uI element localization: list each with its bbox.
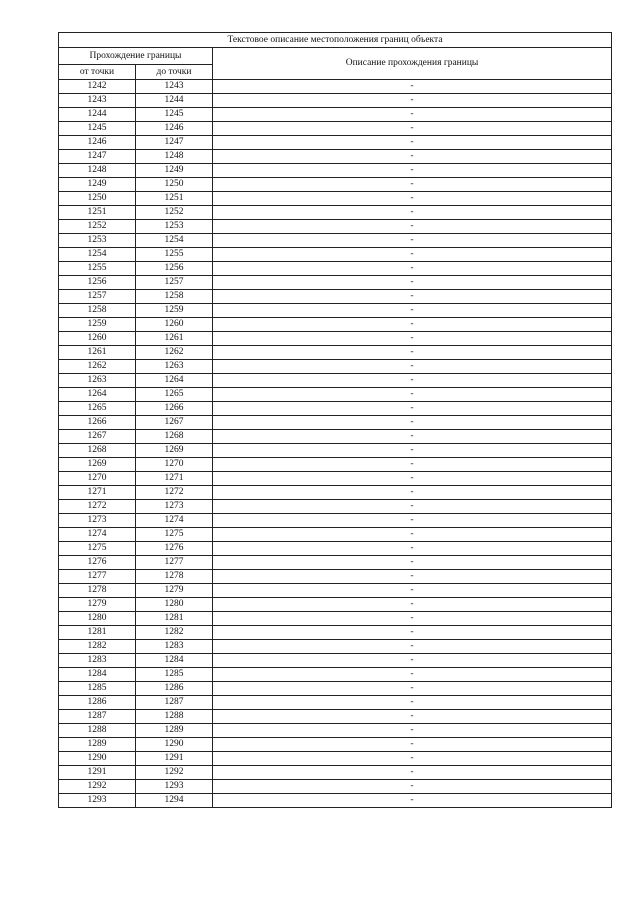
table-row [59,94,612,108]
from-point-cell: 1274 [59,528,136,542]
table-row [59,164,612,178]
description-cell: - [213,444,612,458]
table-row [59,206,612,220]
from-point-cell: 1280 [59,612,136,626]
table-row [59,276,612,290]
table-row [59,150,612,164]
to-point-cell: 1243 [136,80,213,94]
to-point-cell: 1271 [136,472,213,486]
description-cell: - [213,542,612,556]
from-point-cell: 1272 [59,500,136,514]
to-point-cell: 1274 [136,514,213,528]
to-point-cell: 1268 [136,430,213,444]
to-point-cell: 1273 [136,500,213,514]
description-cell: - [213,780,612,794]
from-point-cell: 1281 [59,626,136,640]
table-row [59,542,612,556]
table-row [59,724,612,738]
to-point-cell: 1262 [136,346,213,360]
to-point-cell: 1244 [136,94,213,108]
table-row [59,248,612,262]
to-point-cell: 1286 [136,682,213,696]
table-row [59,234,612,248]
description-cell: - [213,346,612,360]
to-point-cell: 1291 [136,752,213,766]
description-cell: - [213,374,612,388]
boundary-description-table [58,32,612,808]
table-row [59,290,612,304]
description-cell: - [213,136,612,150]
description-cell: - [213,626,612,640]
from-point-cell: 1246 [59,136,136,150]
to-point-cell: 1276 [136,542,213,556]
description-cell: - [213,332,612,346]
description-cell: - [213,108,612,122]
table-row [59,402,612,416]
to-point-cell: 1249 [136,164,213,178]
table-row [59,710,612,724]
table-row [59,332,612,346]
description-cell: - [213,486,612,500]
from-point-cell: 1273 [59,514,136,528]
description-cell: - [213,220,612,234]
table-row [59,374,612,388]
table-row [59,570,612,584]
to-point-cell: 1280 [136,598,213,612]
to-point-cell: 1257 [136,276,213,290]
table-title: Текстовое описание местоположения границ объекта [59,33,612,48]
to-point-cell: 1256 [136,262,213,276]
to-point-cell: 1294 [136,794,213,808]
description-cell: - [213,402,612,416]
description-cell: - [213,668,612,682]
to-point-cell: 1250 [136,178,213,192]
from-point-cell: 1287 [59,710,136,724]
table-row [59,766,612,780]
description-cell: - [213,556,612,570]
to-point-cell: 1246 [136,122,213,136]
from-point-cell: 1256 [59,276,136,290]
table-row [59,528,612,542]
from-point-cell: 1283 [59,654,136,668]
from-point-cell: 1244 [59,108,136,122]
description-column-header: Описание прохождения границы [213,48,612,80]
to-point-cell: 1284 [136,654,213,668]
table-row [59,220,612,234]
table-row [59,108,612,122]
from-point-cell: 1260 [59,332,136,346]
table-row [59,640,612,654]
description-cell: - [213,682,612,696]
from-point-cell: 1264 [59,388,136,402]
description-cell: - [213,304,612,318]
from-point-cell: 1282 [59,640,136,654]
description-cell: - [213,584,612,598]
from-point-cell: 1254 [59,248,136,262]
to-point-cell: 1267 [136,416,213,430]
description-cell: - [213,360,612,374]
from-point-cell: 1289 [59,738,136,752]
table-row [59,584,612,598]
from-point-cell: 1288 [59,724,136,738]
to-point-cell: 1288 [136,710,213,724]
table-row [59,514,612,528]
to-point-cell: 1290 [136,738,213,752]
from-point-cell: 1291 [59,766,136,780]
description-cell: - [213,416,612,430]
description-cell: - [213,514,612,528]
table-row [59,178,612,192]
from-point-cell: 1285 [59,682,136,696]
description-cell: - [213,276,612,290]
description-cell: - [213,654,612,668]
from-point-cell: 1265 [59,402,136,416]
description-cell: - [213,388,612,402]
from-point-cell: 1292 [59,780,136,794]
boundary-passage-header: Прохождение границы [59,48,213,65]
from-point-cell: 1253 [59,234,136,248]
to-point-cell: 1253 [136,220,213,234]
to-point-cell: 1287 [136,696,213,710]
to-point-cell: 1272 [136,486,213,500]
description-cell: - [213,262,612,276]
from-point-cell: 1252 [59,220,136,234]
to-point-cell: 1275 [136,528,213,542]
table-row [59,122,612,136]
to-point-cell: 1247 [136,136,213,150]
table-row [59,500,612,514]
description-cell: - [213,598,612,612]
description-cell: - [213,206,612,220]
table-row [59,388,612,402]
from-point-cell: 1279 [59,598,136,612]
description-cell: - [213,178,612,192]
from-point-cell: 1242 [59,80,136,94]
from-point-cell: 1277 [59,570,136,584]
description-cell: - [213,248,612,262]
description-cell: - [213,570,612,584]
description-cell: - [213,766,612,780]
from-point-cell: 1269 [59,458,136,472]
from-point-cell: 1262 [59,360,136,374]
from-point-cell: 1248 [59,164,136,178]
description-cell: - [213,752,612,766]
table-row [59,346,612,360]
from-point-cell: 1263 [59,374,136,388]
from-point-cell: 1276 [59,556,136,570]
to-point-cell: 1248 [136,150,213,164]
description-cell: - [213,192,612,206]
table-row [59,486,612,500]
from-point-cell: 1293 [59,794,136,808]
table-row [59,416,612,430]
table-row [59,304,612,318]
description-cell: - [213,150,612,164]
to-point-cell: 1259 [136,304,213,318]
to-point-cell: 1277 [136,556,213,570]
from-point-cell: 1290 [59,752,136,766]
table-row [59,360,612,374]
from-point-cell: 1270 [59,472,136,486]
to-point-cell: 1255 [136,248,213,262]
description-cell: - [213,696,612,710]
table-row [59,444,612,458]
description-cell: - [213,430,612,444]
to-point-cell: 1281 [136,612,213,626]
from-point-cell: 1255 [59,262,136,276]
description-cell: - [213,472,612,486]
table-body [59,80,612,808]
from-point-cell: 1268 [59,444,136,458]
table-row [59,80,612,94]
table-row [59,598,612,612]
from-point-cell: 1249 [59,178,136,192]
table-row [59,682,612,696]
to-point-cell: 1278 [136,570,213,584]
table-row [59,318,612,332]
description-cell: - [213,94,612,108]
description-cell: - [213,318,612,332]
table-row [59,752,612,766]
from-point-cell: 1286 [59,696,136,710]
from-point-cell: 1266 [59,416,136,430]
description-cell: - [213,164,612,178]
description-cell: - [213,290,612,304]
to-point-cell: 1264 [136,374,213,388]
to-point-cell: 1258 [136,290,213,304]
to-point-cell: 1251 [136,192,213,206]
from-point-cell: 1275 [59,542,136,556]
table-header [59,33,612,80]
table-row [59,136,612,150]
from-point-cell: 1259 [59,318,136,332]
to-point-cell: 1266 [136,402,213,416]
table-row [59,626,612,640]
to-point-cell: 1245 [136,108,213,122]
description-cell: - [213,80,612,94]
description-cell: - [213,640,612,654]
to-point-cell: 1289 [136,724,213,738]
from-point-cell: 1284 [59,668,136,682]
to-point-cell: 1270 [136,458,213,472]
to-point-cell: 1265 [136,388,213,402]
to-point-cell: 1283 [136,640,213,654]
description-cell: - [213,122,612,136]
from-point-cell: 1250 [59,192,136,206]
to-point-cell: 1292 [136,766,213,780]
to-point-cell: 1269 [136,444,213,458]
to-point-cell: 1293 [136,780,213,794]
to-point-column-header: до точки [136,65,213,80]
from-point-cell: 1251 [59,206,136,220]
description-cell: - [213,612,612,626]
to-point-cell: 1285 [136,668,213,682]
table-row [59,696,612,710]
to-point-cell: 1282 [136,626,213,640]
table-row [59,738,612,752]
from-point-cell: 1261 [59,346,136,360]
description-cell: - [213,458,612,472]
table-row [59,556,612,570]
table-row [59,192,612,206]
from-point-cell: 1257 [59,290,136,304]
description-cell: - [213,710,612,724]
to-point-cell: 1252 [136,206,213,220]
description-cell: - [213,794,612,808]
from-point-cell: 1243 [59,94,136,108]
to-point-cell: 1260 [136,318,213,332]
description-cell: - [213,738,612,752]
table-row [59,430,612,444]
table-row [59,458,612,472]
to-point-cell: 1261 [136,332,213,346]
from-point-cell: 1247 [59,150,136,164]
from-point-cell: 1267 [59,430,136,444]
table-row [59,668,612,682]
description-cell: - [213,724,612,738]
description-cell: - [213,500,612,514]
from-point-cell: 1245 [59,122,136,136]
table-row [59,780,612,794]
description-cell: - [213,234,612,248]
from-point-cell: 1258 [59,304,136,318]
table-row [59,472,612,486]
to-point-cell: 1279 [136,584,213,598]
table-row [59,612,612,626]
to-point-cell: 1263 [136,360,213,374]
to-point-cell: 1254 [136,234,213,248]
table-row [59,654,612,668]
from-point-cell: 1271 [59,486,136,500]
table-row [59,794,612,808]
description-cell: - [213,528,612,542]
from-point-cell: 1278 [59,584,136,598]
table-row [59,262,612,276]
from-point-column-header: от точки [59,65,136,80]
